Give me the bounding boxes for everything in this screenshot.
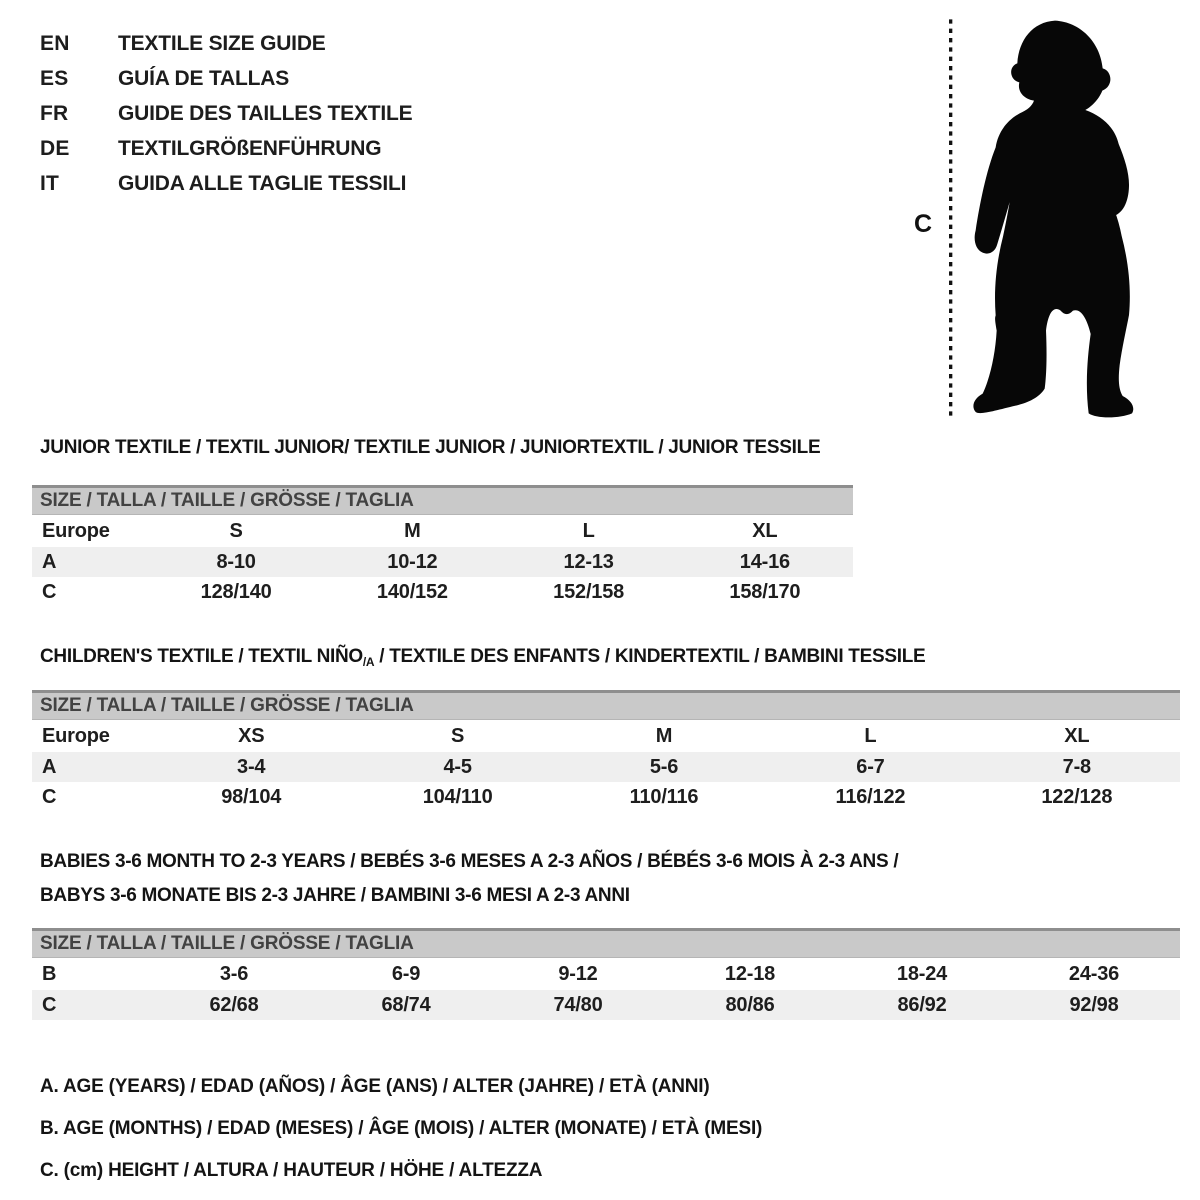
language-row-fr xyxy=(40,96,412,131)
language-row-de xyxy=(40,131,412,166)
height-value: 62/68 xyxy=(209,994,259,1016)
age-value: 6-7 xyxy=(856,756,885,778)
height-value: 68/74 xyxy=(381,994,431,1016)
babies-size-header: SIZE / TALLA / TAILLE / GRÖSSE / TAGLIA xyxy=(32,928,1180,958)
guide-title-en: TEXTILE SIZE GUIDE xyxy=(118,32,326,55)
junior-size-table xyxy=(32,485,853,607)
age-value: 8-10 xyxy=(216,551,256,573)
months-value: 24-36 xyxy=(1068,963,1120,985)
junior-section-title: JUNIOR TEXTILE / TEXTIL JUNIOR/ TEXTILE JUNIOR / JUNIORTEXTIL / JUNIOR TESSILE xyxy=(40,437,821,458)
age-value: 10-12 xyxy=(387,551,438,573)
row-label: Europe xyxy=(42,725,110,747)
size-l: L xyxy=(864,725,877,747)
babies-row-months xyxy=(32,958,1180,990)
height-value: 80/86 xyxy=(725,994,775,1016)
size-xs: XS xyxy=(238,725,265,747)
height-value: 104/110 xyxy=(422,786,493,808)
height-measure-label: C xyxy=(914,210,933,238)
height-value: 128/140 xyxy=(200,581,272,603)
row-label: C xyxy=(42,786,57,808)
children-row-height xyxy=(32,782,1180,812)
age-value: 4-5 xyxy=(443,756,472,778)
size-s: S xyxy=(451,725,465,747)
junior-row-age xyxy=(32,547,853,577)
row-label: A xyxy=(42,756,57,778)
age-value: 12-13 xyxy=(563,551,614,573)
legend-line-a: A. AGE (YEARS) / EDAD (AÑOS) / ÂGE (ANS) / ALTER (JAHRE) / ETÀ (ANNI) xyxy=(40,1076,710,1097)
months-value: 18-24 xyxy=(896,963,948,985)
size-xl: XL xyxy=(752,520,778,542)
language-code: EN xyxy=(40,32,70,55)
children-section-title xyxy=(40,646,925,669)
babies-section-title xyxy=(40,845,898,913)
guide-title-es: GUÍA DE TALLAS xyxy=(118,67,290,90)
babies-title-line1: BABIES 3-6 MONTH TO 2-3 YEARS / BEBÉS 3-6 MESES A 2-3 AÑOS / BÉBÉS 3-6 MOIS À 2-3 ANS / xyxy=(40,851,899,872)
height-value: 92/98 xyxy=(1069,994,1119,1016)
language-code: ES xyxy=(40,67,69,90)
junior-size-header: SIZE / TALLA / TAILLE / GRÖSSE / TAGLIA xyxy=(32,485,853,515)
language-row-it xyxy=(40,166,412,201)
toddler-silhouette-icon xyxy=(900,0,1200,430)
legend-line-b: B. AGE (MONTHS) / EDAD (MESES) / ÂGE (MOIS) / ALTER (MONATE) / ETÀ (MESI) xyxy=(40,1118,763,1139)
language-title-list xyxy=(40,26,412,201)
row-label: C xyxy=(42,581,57,603)
children-title-part2: / TEXTILE DES ENFANTS / KINDERTEXTIL / BAMBINI TESSILE xyxy=(374,646,926,667)
toddler-figure xyxy=(900,0,1200,430)
children-row-europe xyxy=(32,720,1180,752)
babies-size-table xyxy=(32,928,1180,1020)
size-l: L xyxy=(582,520,595,542)
row-label: Europe xyxy=(42,520,110,542)
age-value: 14-16 xyxy=(739,551,790,573)
babies-row-height xyxy=(32,990,1180,1020)
language-row-en xyxy=(40,26,412,61)
height-value: 98/104 xyxy=(221,786,282,808)
children-size-table xyxy=(32,690,1180,812)
junior-row-europe xyxy=(32,515,853,547)
language-code: DE xyxy=(40,137,70,160)
children-title-sub: /A xyxy=(362,655,375,669)
children-title-part1: CHILDREN'S TEXTILE / TEXTIL NIÑO xyxy=(40,646,363,667)
height-value: 86/92 xyxy=(897,994,947,1016)
junior-row-height xyxy=(32,577,853,607)
height-value: 74/80 xyxy=(553,994,603,1016)
height-value: 152/158 xyxy=(553,581,625,603)
row-label: A xyxy=(42,551,57,573)
language-code: FR xyxy=(40,102,69,125)
age-value: 5-6 xyxy=(649,756,679,778)
months-value: 6-9 xyxy=(391,963,421,985)
height-value: 140/152 xyxy=(376,581,448,603)
size-m: M xyxy=(655,725,673,747)
language-row-es xyxy=(40,61,412,96)
row-label: B xyxy=(42,963,57,985)
children-row-age xyxy=(32,752,1180,782)
height-value: 110/116 xyxy=(629,786,699,808)
guide-title-it: GUIDA ALLE TAGLIE TESSILI xyxy=(118,172,407,195)
size-xl: XL xyxy=(1064,725,1090,747)
height-value: 158/170 xyxy=(729,581,801,603)
toddler-silhouette-path xyxy=(973,21,1133,418)
guide-title-fr: GUIDE DES TAILLES TEXTILE xyxy=(118,102,413,125)
abbreviation-legend xyxy=(40,1066,762,1192)
age-value: 7-8 xyxy=(1062,756,1091,778)
height-value: 122/128 xyxy=(1041,786,1113,808)
babies-title-line2: BABYS 3-6 MONATE BIS 2-3 JAHRE / BAMBINI 3-6 MESI A 2-3 ANNI xyxy=(40,885,630,906)
language-code: IT xyxy=(40,172,60,195)
size-m: M xyxy=(404,520,421,542)
children-size-header: SIZE / TALLA / TAILLE / GRÖSSE / TAGLIA xyxy=(32,690,1180,720)
guide-title-de: TEXTILGRÖßENFÜHRUNG xyxy=(118,137,382,160)
months-value: 12-18 xyxy=(724,963,776,985)
months-value: 3-6 xyxy=(219,963,249,985)
size-s: S xyxy=(229,520,243,542)
height-value: 116/122 xyxy=(835,786,906,808)
row-label: C xyxy=(42,994,57,1016)
age-value: 3-4 xyxy=(237,756,266,778)
legend-line-c: C. (cm) HEIGHT / ALTURA / HAUTEUR / HÖHE / ALTEZZA xyxy=(40,1160,543,1181)
months-value: 9-12 xyxy=(558,963,598,985)
